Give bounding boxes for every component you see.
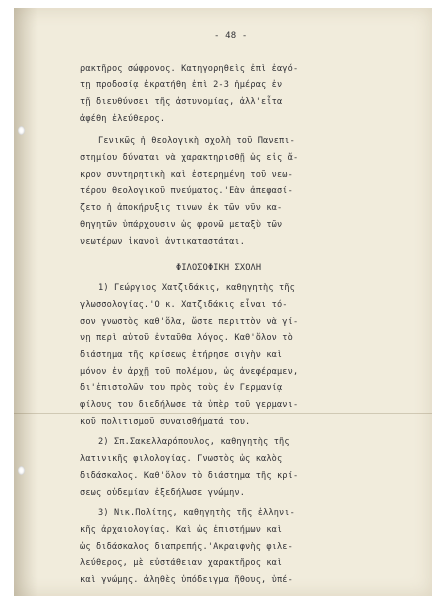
- text-line: διδάσκαλος. Καθ'ὅλον τὸ διάστημα τῆς κρί-: [80, 470, 299, 481]
- text-line: λεύθερος, μὲ εὐστάθειαν χαρακτῆρος καὶ: [80, 558, 283, 569]
- text-line: κοῦ πολιτισμοῦ συναισθήματά του.: [80, 416, 251, 427]
- typewritten-page: [14, 8, 432, 596]
- text-line: μόνον ἐν ἀρχῇ τοῦ πολέμου, ὡς ἀνεφέραμεν,: [80, 366, 299, 377]
- text-line: κῆς ἀρχαιολογίας. Καὶ ὡς ἐπιστήμων καὶ: [80, 524, 283, 535]
- text-line: τῇ διευθύνσει τῆς ἀστυνομίας, ἀλλ'εἶτα: [80, 97, 283, 108]
- text-line: ὡς διδάσκαλος διαπρεπής.'Ακραιφνὴς φιλε-: [80, 541, 293, 552]
- text-line: 2) Σπ.Σακελλαρόπουλος, καθηγητὴς τῆς: [98, 437, 290, 448]
- page-number: - 48 -: [214, 31, 248, 41]
- text-line: ρακτῆρος σώφρονος. Κατηγορηθεὶς ἐπὶ ἐαγό-: [80, 63, 299, 74]
- text-line: θηγητῶν ὑπάρχουσιν ὡς φρονῶ μεταξὺ τῶν: [80, 219, 283, 230]
- text-line: γλωσσολογίας.'Ο κ. Χατζιδάκις εἶναι τό-: [80, 299, 288, 310]
- text-line: δι'ἐπιστολῶν του πρὸς τοὺς ἐν Γερμανίᾳ: [80, 383, 283, 394]
- text-line: τέρου θεολογικοῦ πνεύματος.'Εὰν ἀπεφασί-: [80, 186, 293, 197]
- text-line: νῃ περὶ αὐτοῦ ἐνταῦθα λόγος. Καθ'ὅλον τὸ: [80, 333, 293, 344]
- text-line: λατινικῆς φιλολογίας. Γνωστὸς ὡς καλὸς: [80, 454, 283, 465]
- section-heading: ΦΙΛΟΣΟΦΙΚΗ ΣΧΟΛΗ: [176, 262, 262, 273]
- text-line: διάστημα τῆς κρίσεως ἐτήρησε σιγὴν καὶ: [80, 349, 283, 360]
- text-line: 1) Γεώργιος Χατζιδάκις, καθηγητὴς τῆς: [98, 283, 295, 294]
- text-line: σον γνωστὸς καθ'ὅλα, ὥστε περιττὸν νὰ γί-: [80, 316, 299, 327]
- text-line: στημίου δύναται νὰ χαρακτηρισθῇ ὡς εἰς ἄ-: [80, 152, 299, 163]
- text-line: φίλους του διεδήλωσε τὰ ὑπὲρ τοῦ γερμανι-: [80, 400, 299, 411]
- text-line: κρον συντηρητικὴ καὶ ἐστερημένη τοῦ νεω-: [80, 169, 293, 180]
- text-line: ζετο ἡ ἀποκήρυξις τινων ἐκ τῶν νῦν κα-: [80, 203, 283, 214]
- text-line: νεωτέρων ἱκανοὶ ἀντικαταστάται.: [80, 236, 246, 247]
- text-line: 3) Νικ.Πολίτης, καθηγητὴς τῆς ἑλληνι-: [98, 508, 295, 519]
- text-line: Γενικῶς ἡ θεολογικὴ σχολὴ τοῦ Πανεπι-: [98, 136, 295, 147]
- text-line: καὶ γνώμης. ἀληθὲς ὑπόδειγμα ἤθους, ὑπέ-: [80, 575, 293, 586]
- text-line: τῃ προδοσίᾳ ἐκρατήθη ἐπὶ 2-3 ἡμέρας ἐν: [80, 80, 283, 91]
- text-line: ἀφέθη ἐλεύθερος.: [80, 113, 166, 124]
- page-text: [14, 8, 432, 596]
- text-line: σεως οὐδεμίαν ἐξεδήλωσε γνώμην.: [80, 487, 246, 498]
